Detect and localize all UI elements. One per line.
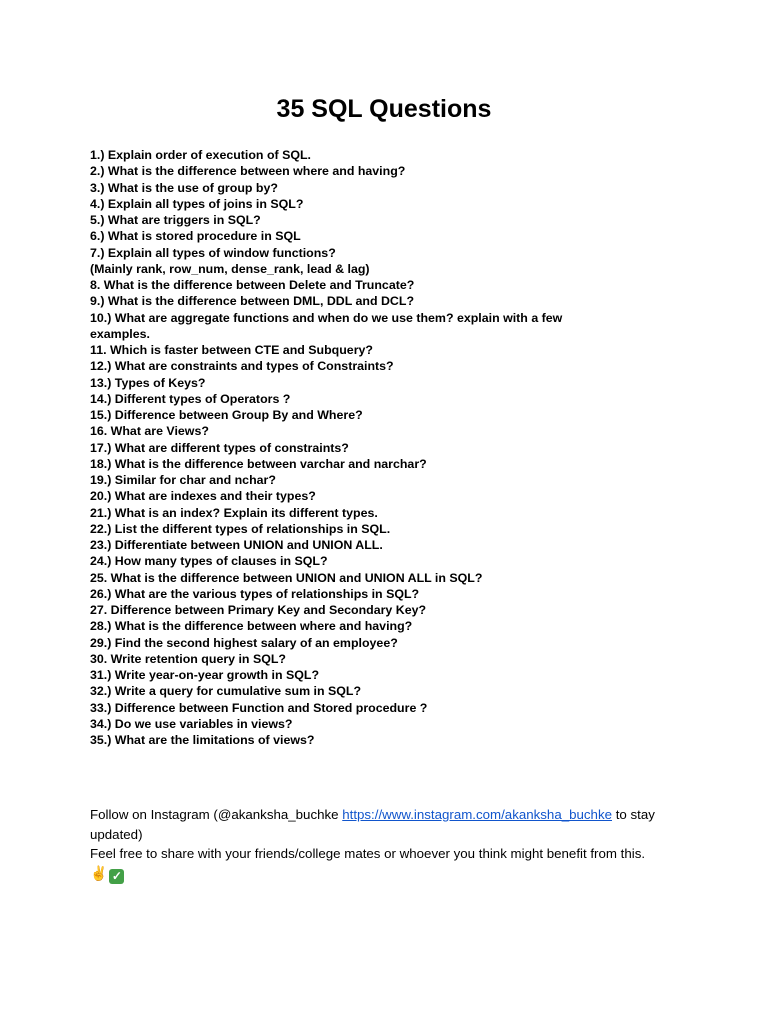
question-item: 23.) Differentiate between UNION and UNION ALL. <box>90 538 383 552</box>
question-item: 12.) What are constraints and types of Constraints? <box>90 359 394 374</box>
question-item: 15.) Difference between Group By and Where? <box>90 408 363 422</box>
emoji-line <box>90 864 690 884</box>
share-line: Feel free to share with your friends/college mates or whoever you think might benefit from this. <box>90 846 646 861</box>
question-item: 8. What is the difference between Delete and Truncate? <box>90 278 415 292</box>
question-item: 2.) What is the difference between where and having? <box>90 164 406 179</box>
question-item: 18.) What is the difference between varchar and narchar? <box>90 456 427 471</box>
footer <box>90 805 690 884</box>
question-item: 5.) What are triggers in SQL? <box>90 213 261 227</box>
question-item: 6.) What is stored procedure in SQL <box>90 229 301 244</box>
follow-line <box>90 805 690 844</box>
question-item: 17.) What are different types of constraints? <box>90 440 349 455</box>
question-item: 33.) Difference between Function and Stored procedure ? <box>90 700 428 715</box>
question-item: 1.) Explain order of execution of SQL. <box>90 148 311 162</box>
follow-suffix: to stay updated) <box>90 807 655 842</box>
question-item: 27. Difference between Primary Key and Secondary Key? <box>90 603 427 617</box>
question-item: 22.) List the different types of relationships in SQL. <box>90 521 391 536</box>
question-item: 7.) Explain all types of window functions? <box>90 245 336 260</box>
question-item: 25. What is the difference between UNION and UNION ALL in SQL? <box>90 570 483 585</box>
question-item: 9.) What is the difference between DML, DDL and DCL? <box>90 294 415 309</box>
question-item: 26.) What are the various types of relationships in SQL? <box>90 586 420 601</box>
question-item: 35.) What are the limitations of views? <box>90 733 315 747</box>
victory-hand-icon: ✌ <box>90 864 108 881</box>
question-item: 11. Which is faster between CTE and Subquery? <box>90 343 373 357</box>
check-mark-icon: ✓ <box>109 869 124 884</box>
question-note: (Mainly rank, row_num, dense_rank, lead & lag) <box>90 261 370 276</box>
question-item: 14.) Different types of Operators ? <box>90 391 291 406</box>
question-item: 3.) What is the use of group by? <box>90 180 278 195</box>
question-item: 24.) How many types of clauses in SQL? <box>90 554 328 569</box>
question-item: 4.) Explain all types of joins in SQL? <box>90 196 304 211</box>
question-item: 16. What are Views? <box>90 424 209 439</box>
question-item: 29.) Find the second highest salary of an employee? <box>90 635 398 650</box>
instagram-link[interactable]: https://www.instagram.com/akanksha_buchke <box>342 807 612 822</box>
question-list <box>90 147 650 748</box>
page-title: 35 SQL Questions <box>276 95 492 123</box>
question-item: 31.) Write year-on-year growth in SQL? <box>90 668 320 682</box>
question-item: 28.) What is the difference between where and having? <box>90 619 413 634</box>
question-item: 13.) Types of Keys? <box>90 375 206 390</box>
question-item: 19.) Similar for char and nchar? <box>90 473 276 487</box>
question-item: 30. Write retention query in SQL? <box>90 651 286 666</box>
question-item: 10.) What are aggregate functions and when do we use them? explain with a few examples. <box>90 310 563 341</box>
question-item: 34.) Do we use variables in views? <box>90 716 293 731</box>
follow-prefix: Follow on Instagram (@akanksha_buchke <box>90 807 343 822</box>
question-item: 32.) Write a query for cumulative sum in SQL? <box>90 684 362 699</box>
question-item: 21.) What is an index? Explain its different types. <box>90 505 378 520</box>
question-item: 20.) What are indexes and their types? <box>90 489 316 504</box>
